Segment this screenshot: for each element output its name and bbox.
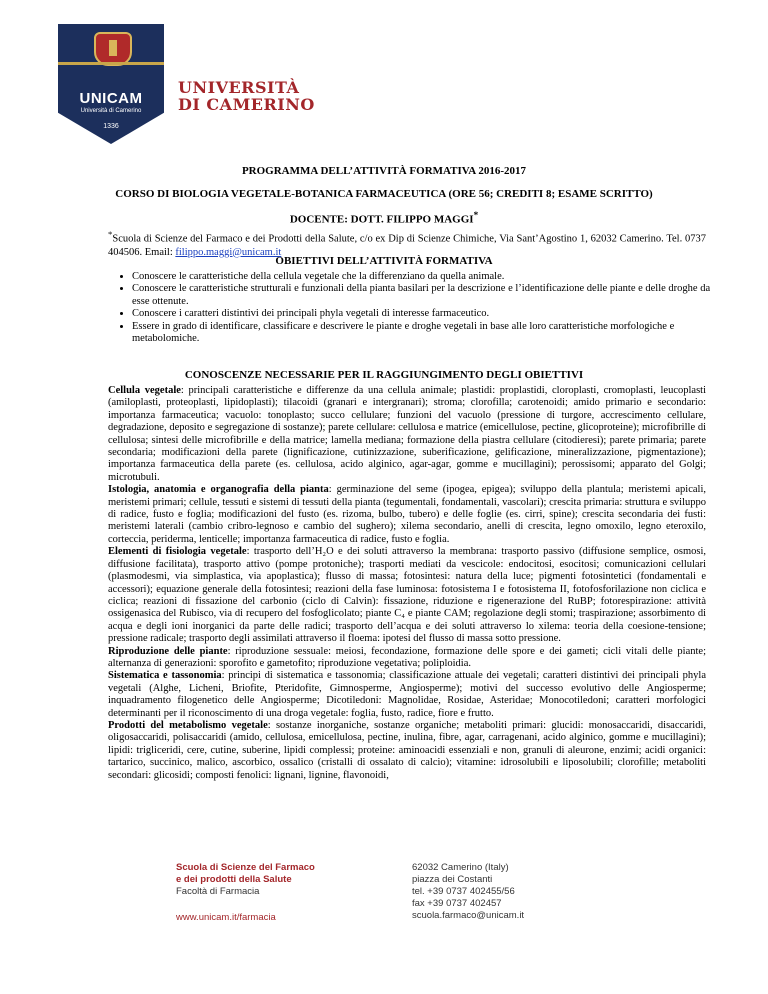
section-text: : sostanze inorganiche, sostanze organiche; metaboliti primari: glucidi: monosaccaridi, disaccaridi, oligosaccaridi, polisaccaridi (amido, cellulosa, emicellulosa, pectine, inulina, fibre, agar, carragenani, acido alginico, gomme e mucillagini); lipidi: trigliceridi, cere, cutine, suberine, lipidi complessi; proteine: aminoacidi essenziali e non, granuli di aleurone, enzimi; acidi organici: tartarico, succinico, malico, ascorbico, ossalico (cristalli di ossalato di calcio); vitamine: idrosolubili e liposolubili; clorofille; metaboliti secondari: glicosidi; composti fenolici: lignani, lignine, flavonoidi,	[108, 719, 707, 781]
crest-band	[58, 62, 164, 65]
footer-fax: fax +39 0737 402457	[412, 898, 502, 909]
affiliation	[108, 228, 706, 259]
section-sistematica	[108, 670, 706, 720]
footer-school	[176, 862, 315, 924]
section-title: Sistematica e tassonomia	[108, 670, 222, 682]
objective-item: • Essere in grado di identificare, classificare e descrivere le piante e droghe vegetali in base alle loro caratteristiche morfologiche e metabolomiche.	[132, 321, 730, 346]
section-title: Istologia, anatomia e organografia della pianta	[108, 484, 329, 496]
footer-address2: piazza dei Costanti	[412, 874, 493, 885]
section-cellula	[108, 385, 706, 484]
knowledge-heading: CONOSCENZE NECESSARIE PER IL RAGGIUNGIMENTO DEGLI OBIETTIVI	[184, 369, 584, 381]
footer-tel: tel. +39 0737 402455/56	[412, 886, 515, 897]
crest-emblem-icon	[94, 32, 132, 66]
section-text: : trasporto dell’H₂O e dei soluti attraverso la membrana: trasporto passivo (diffusione semplice, osmosi, diffusione facilitata), trasporto attivo (pompe protoniche); trasporti mediati da vescicole: endocitosi, esocitosi; comunicazioni cellulari (plasmodesmi, via simplastica, via apoplastica); flusso di massa; fotosintesi: natura della luce; pigmenti fotosintetici (fondamentali e accessori); equazione generale della fotosintesi; reazioni della fase luminosa: fotosistema I e fotosistema II, fotofosforilazione non ciclica e ciclica; reazioni di fissazione del carbonio (ciclo di Calvin): fissazione, riduzione e rigenerazione del RuBP; fotorespirazione: attività ossigenasica del Rubisco, via di recupero del fosfoglicolato; piante C₄ e piante CAM; regolazione degli stomi; traspirazione; assorbimento di acqua e degli ioni inorganici da parte delle radici; trasporto dell’acqua e dei soluti attraverso lo xilema: teoria della coesione-tensione; pressione radicale; trasporto degli assimilati attraverso il floema: ipotesi del flusso di massa sotto pressione.	[108, 546, 706, 645]
objective-item: • Conoscere le caratteristiche strutturali e funzionali della pianta basilari per la descrizione e l’identificazione delle piante e delle droghe da esse ottenute.	[132, 283, 730, 308]
section-fisiologia	[108, 546, 706, 645]
affiliation-text: Scuola di Scienze del Farmaco e dei Prodotti della Salute, c/o ex Dip di Scienze Chimiche, Via Sant’Agostino 1, 62032 Camerino. Tel. 0737 404506. Email:	[108, 233, 706, 258]
wordmark-line1: UNIVERSITÀ	[178, 78, 300, 97]
section-text: : germinazione del seme (ipogea, epigea); sviluppo della plantula; meristemi apicali, meristemi primari; cellule, tessuti e sistemi di tessuti della pianta (tegumentali, fondamentali, vascolari); crescita primaria: struttura e sviluppo di radice, fusto e foglia; modificazioni del fusto (es. rizoma, bulbo, tubero) e delle foglie (es. cirri, spine); crescita secondaria dei fusti: meristemi laterali (cambio cribro-legnoso e cambio del sughero); xilema secondario, anelli di crescita, legno omoxilo, legno eteroxilo, corteccia, periderma, lenticelle; importanza farmaceutica di radice, fusto e foglia.	[108, 484, 706, 545]
crest-year: 1336	[103, 123, 119, 130]
section-title: Prodotti del metabolismo vegetale	[108, 719, 268, 731]
footer-school-line1: Scuola di Scienze del Farmaco	[176, 862, 315, 873]
instructor-line	[0, 210, 768, 226]
section-istologia	[108, 484, 706, 546]
footer-school-line2: e dei prodotti della Salute	[176, 874, 292, 885]
section-text: : riproduzione sessuale: meiosi, fecondazione, formazione delle spore e dei gameti; cicli vitali delle piante; alternanza di generazioni: sporofito e gametofito; riproduzione vegetativa; poliploidia.	[108, 645, 706, 669]
footer-website-link[interactable]: www.unicam.it/farmacia	[176, 912, 276, 923]
wordmark-line2: DI CAMERINO	[178, 95, 315, 114]
program-body	[108, 385, 706, 782]
footer-faculty: Facoltà di Farmacia	[176, 886, 260, 897]
section-riproduzione	[108, 646, 706, 671]
footer-address1: 62032 Camerino (Italy)	[412, 862, 509, 873]
course-title: CORSO DI BIOLOGIA VEGETALE-BOTANICA FARMACEUTICA (ORE 56; CREDITI 8; ESAME SCRITTO)	[115, 188, 653, 200]
section-title: Cellula vegetale	[108, 385, 181, 396]
document-title: PROGRAMMA DELL’ATTIVITÀ FORMATIVA 2016-2017	[241, 165, 527, 177]
section-text: : principi di sistematica e tassonomia; classificazione attuale dei vegetali; caratteri distintivi dei principali phyla vegetali (Alghe, Licheni, Briofite, Pteridofite, Gimnosperme, Angiosperme); motivi del successo evolutivo delle Angiosperme; inquadramento filogenetico delle Angiosperme; Dicotiledoni: Magnolidae, Rosidae, Asteridae; Monocotiledoni; caratteri morfologici determinanti per il riconoscimento di una droga vegetale: foglia, fusto, radice, fiore e frutto.	[108, 670, 706, 719]
objective-item: • Conoscere i caratteri distintivi dei principali phyla vegetali di interesse farmaceutico.	[132, 308, 730, 320]
affiliation-footnote-mark: *	[108, 229, 113, 239]
university-crest-logo	[58, 24, 164, 144]
crest-name: UNICAM	[79, 90, 143, 107]
university-wordmark	[178, 80, 315, 113]
footer-contacts	[412, 862, 524, 922]
crest-subtitle: Università di Camerino	[80, 108, 142, 114]
section-title: Riproduzione delle piante	[108, 645, 228, 657]
instructor-footnote-mark: *	[473, 210, 479, 220]
objectives-heading: OBIETTIVI DELL’ATTIVITÀ FORMATIVA	[275, 255, 493, 267]
objectives-list	[108, 271, 730, 345]
instructor-email-link[interactable]: filippo.maggi@unicam.it	[175, 246, 282, 258]
section-title: Elementi di fisiologia vegetale	[108, 546, 247, 558]
objective-item: • Conoscere le caratteristiche della cellula vegetale che la differenziano da quella animale.	[132, 271, 730, 283]
footer-email-link[interactable]: scuola.farmaco@unicam.it	[412, 910, 525, 921]
instructor-name: DOCENTE: DOTT. FILIPPO MAGGI	[289, 213, 474, 226]
section-text: : principali caratteristiche e differenze da una cellula animale; plastidi: proplastidi, cloroplasti, cromoplasti, leucoplasti (amiloplasti, proteoplasti, lipidoplasti); tilacoidi (granari e intergranari); stroma; clorofilla; carotenoidi; amido primario e secondario: importanza farmaceutica; vacuolo: tonoplasto; succo cellulare; funzioni del vacuolo (pressione di turgore, accrescimento cellulare, degradazione, deposito e segregazione di sostanze); parete cellulare: cellulosa e matrice (emicellulose, pectine, glicoproteine); microfibrille di cellulosa; sintesi delle microfibrille e della matrice; lamella mediana; formazione della piastra cellulare (citodieresi); parete primaria; parete secondaria; modificazioni della parete (lignificazione, cutinizzazione, suberificazione, gelificazione, mineralizzazione, pigmentazione); importanza farmaceutica della parete (es. cellulosa, acido alginico, agar-agar, gomme e mucillagini); perossisomi; apparato del Golgi; microtubuli.	[108, 385, 706, 483]
section-metabolismo	[108, 720, 706, 782]
